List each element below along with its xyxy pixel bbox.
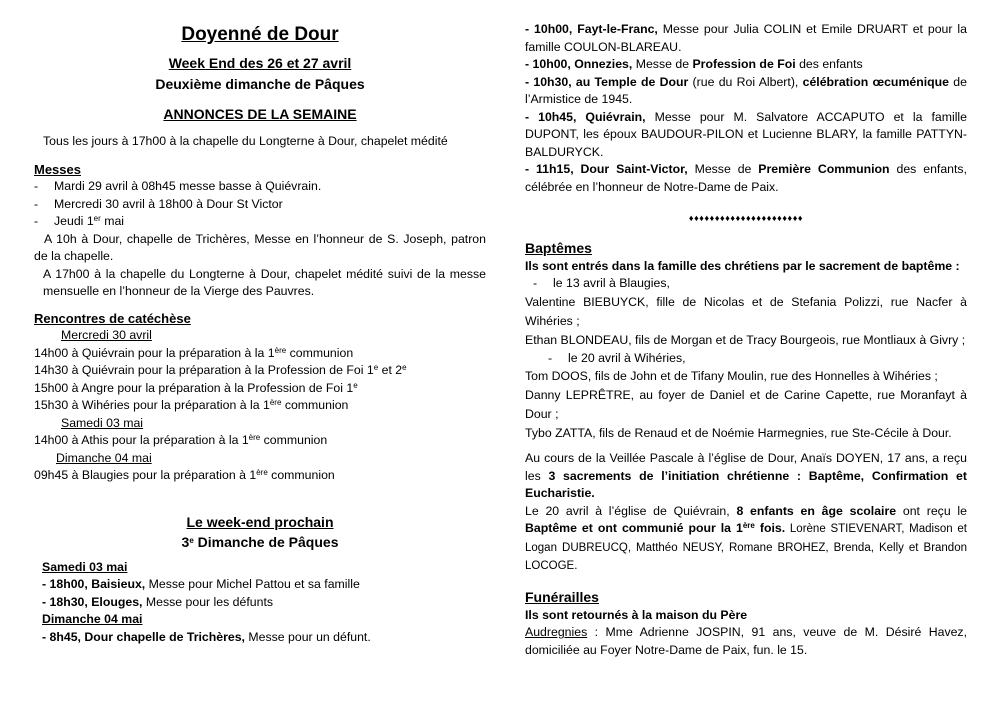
bapteme-entry: Valentine BIEBUYCK, fille de Nicolas et de Stefania Polizzi, rue Nacfer à Wihéries ; <box>525 294 967 328</box>
schedule-item: - 11h15, Dour Saint-Victor, Messe de Première Communion des enfants, célébrée en l’honneur de Notre-Dame de Paix. <box>525 162 967 194</box>
bapteme-entry: Tom DOOS, fils de John et de Tifany Moulin, rue des Honnelles à Wihéries ; <box>525 369 938 383</box>
liturgical-sunday: Deuxième dimanche de Pâques <box>155 76 365 92</box>
funeraille-entry: Audregnies : Mme Adrienne JOSPIN, 91 ans, veuve de M. Désiré Havez, domiciliée au Foyer Notre-Dame de Paix, fun. le 15. <box>525 625 967 657</box>
messe-detail: A 10h à Dour, chapelle de Trichères, Messe en l’honneur de S. Joseph, patron de la chapelle. <box>34 231 486 263</box>
schedule-item: - 8h45, Dour chapelle de Trichères, Messe pour un défunt. <box>42 629 371 644</box>
next-weekend-heading: Le week-end prochain <box>186 513 334 530</box>
bapteme-date: - le 20 avril à Wihéries, <box>548 350 686 365</box>
bapteme-entry: Danny LEPRÊTRE, au foyer de Daniel et de Carine Capette, rue Moranfayt à Dour ; <box>525 388 967 421</box>
veillee-pascale: Au cours de la Veillée Pascale à l’église de Dour, Anaïs DOYEN, 17 ans, a reçu les 3 sacrements de l’initiation chrétienne : Baptême, Confirmation et Eucharistie. <box>525 451 967 500</box>
catechese-day: Samedi 03 mai <box>61 415 144 430</box>
week-end-date: Week End des 26 et 27 avril <box>168 55 352 71</box>
right-column <box>525 0 967 659</box>
bapteme-date: - le 13 avril à Blaugies, <box>533 276 670 290</box>
schedule-item: - 10h30, au Temple de Dour (rue du Roi Albert), célébration œcuménique de l’Armistice de 1945. <box>525 74 967 106</box>
messe-item: - Mercredi 30 avril à 18h00 à Dour St Victor <box>34 196 283 211</box>
bapteme-entry: Tybo ZATTA, fils de Renaud et de Noémie Harmegnies, rue Ste-Cécile à Dour. <box>525 426 952 440</box>
schedule-item: - 10h00, Fayt-le-Franc, Messe pour Julia COLIN et Emile DRUART et pour la famille COULON-BLAREAU. <box>525 22 967 54</box>
daily-chapelet: Tous les jours à 17h00 à la chapelle du Longterne à Dour, chapelet médité <box>43 134 448 148</box>
bapteme-entry: Ethan BLONDEAU, fils de Morgan et de Tracy Bourgeois, rue Montliaux à Givry ; <box>525 332 966 347</box>
messe-detail: A 17h00 à la chapelle du Longterne à Dour, chapelet médité suivi de la messe mensuelle en l’honneur de la Vierge des Pauvres. <box>43 266 486 298</box>
schedule-day: Samedi 03 mai <box>42 559 128 574</box>
messe-item: - Jeudi 1er mai <box>34 214 125 228</box>
ornament-divider: ♦♦♦♦♦♦♦♦♦♦♦♦♦♦♦♦♦♦♦♦♦♦ <box>688 213 804 223</box>
left-column <box>34 0 486 646</box>
document-title: Doyenné de Dour <box>181 24 339 45</box>
catechese-item: 15h00 à Angre pour la préparation à la Profession de Foi 1e <box>34 380 358 395</box>
baptemes-heading: Baptêmes <box>525 239 592 256</box>
schedule-day: Dimanche 04 mai <box>42 612 143 626</box>
quievrain-baptemes: Le 20 avril à l’église de Quiévrain, 8 enfants en âge scolaire ont reçu le Baptême et ont communié pour la 1ère fois. Lorène STIEVENART, Madison et Logan DUBREUCQ, Matthéo NEUSY, Romane BROHEZ, Brenda, Kelly et Brandon LOCOGE. <box>525 503 967 572</box>
catechese-item: 14h00 à Quiévrain pour la préparation à la 1ère communion <box>34 345 354 360</box>
schedule-item: - 18h30, Elouges, Messe pour les défunts <box>42 594 274 609</box>
funerailles-heading: Funérailles <box>525 588 599 605</box>
catechese-heading: Rencontres de catéchèse <box>34 310 191 326</box>
schedule-item: - 10h00, Onnezies, Messe de Profession de Foi des enfants <box>525 57 863 71</box>
baptemes-intro: Ils sont entrés dans la famille des chrétiens par le sacrement de baptême : <box>525 258 960 273</box>
catechese-item: 14h00 à Athis pour la préparation à la 1ère communion <box>34 433 328 447</box>
schedule-item: - 18h00, Baisieux, Messe pour Michel Pattou et sa famille <box>42 577 360 591</box>
catechese-day: Mercredi 30 avril <box>61 328 152 342</box>
annonces-heading: ANNONCES DE LA SEMAINE <box>163 106 357 122</box>
catechese-item: 15h30 à Wihéries pour la préparation à la 1ère communion <box>34 398 349 412</box>
next-sunday: 3e Dimanche de Pâques <box>181 533 339 550</box>
catechese-item: 14h30 à Quiévrain pour la préparation à la Profession de Foi 1e et 2e <box>34 363 407 377</box>
catechese-day: Dimanche 04 mai <box>56 450 152 465</box>
next-weekend-schedule <box>34 559 486 647</box>
funerailles-intro: Ils sont retournés à la maison du Père <box>525 607 748 622</box>
messe-item: - Mardi 29 avril à 08h45 messe basse à Quiévrain. <box>34 179 322 193</box>
schedule-item: - 10h45, Quiévrain, Messe pour M. Salvatore ACCAPUTO et la famille DUPONT, les époux BAUDOUR-PILON et Lucienne BLARY, la famille PATTYN-BALDURYCK. <box>525 109 967 159</box>
messes-heading: Messes <box>34 161 81 177</box>
catechese-item: 09h45 à Blaugies pour la préparation à 1ère communion <box>34 468 335 482</box>
